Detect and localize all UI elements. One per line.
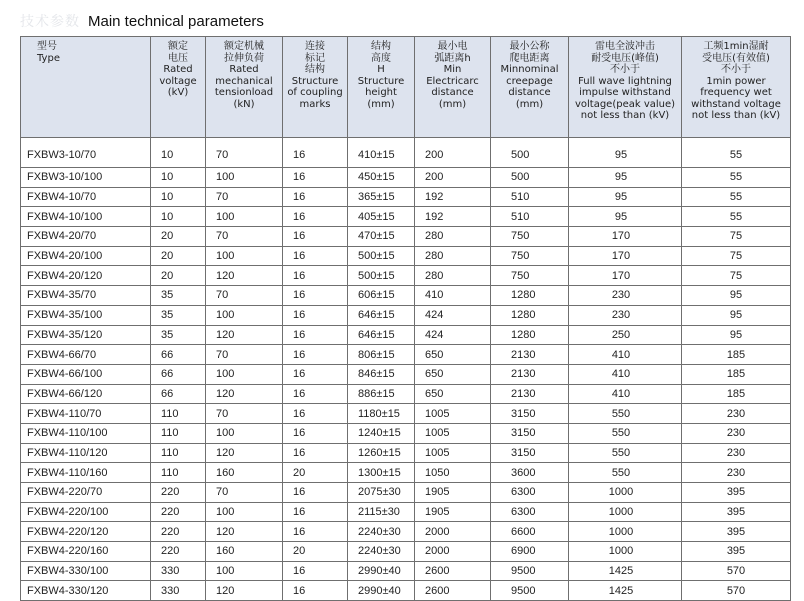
- table-row: [21, 463, 791, 483]
- table-cell-mechanical-load: 100: [206, 246, 283, 266]
- table-cell-power-frequency: 185: [682, 364, 791, 384]
- table-cell-arc-distance: 200: [415, 138, 491, 168]
- table-cell-structure-height: 2075±30: [348, 483, 415, 503]
- table-cell-coupling-structure: 16: [283, 227, 348, 247]
- table-cell-lightning-impulse: 170: [569, 246, 682, 266]
- table-row: [21, 168, 791, 188]
- page-header: [20, 10, 264, 32]
- table-row: [21, 138, 791, 168]
- table-cell-creepage-distance: 3150: [491, 423, 569, 443]
- table-cell-type: FXBW4-35/70: [21, 286, 151, 306]
- table-cell-coupling-structure: 16: [283, 404, 348, 424]
- column-header-zh: 额定 电压: [168, 41, 188, 64]
- table-cell-mechanical-load: 100: [206, 502, 283, 522]
- table-cell-power-frequency: 570: [682, 561, 791, 581]
- table-cell-type: FXBW4-66/70: [21, 345, 151, 365]
- table-cell-arc-distance: 1905: [415, 502, 491, 522]
- table-cell-creepage-distance: 750: [491, 266, 569, 286]
- table-cell-structure-height: 365±15: [348, 187, 415, 207]
- table-cell-structure-height: 2990±40: [348, 561, 415, 581]
- table-cell-lightning-impulse: 550: [569, 404, 682, 424]
- table-cell-mechanical-load: 70: [206, 345, 283, 365]
- table-cell-creepage-distance: 9500: [491, 581, 569, 601]
- table-cell-arc-distance: 2000: [415, 522, 491, 542]
- table-body: [21, 138, 791, 601]
- section-watermark-text: 技术参数: [20, 14, 80, 30]
- table-cell-creepage-distance: 750: [491, 227, 569, 247]
- table-cell-coupling-structure: 16: [283, 345, 348, 365]
- table-cell-arc-distance: 1005: [415, 443, 491, 463]
- table-row: [21, 561, 791, 581]
- table-cell-arc-distance: 192: [415, 187, 491, 207]
- table-cell-structure-height: 806±15: [348, 345, 415, 365]
- table-row: [21, 404, 791, 424]
- table-cell-structure-height: 1260±15: [348, 443, 415, 463]
- table-cell-lightning-impulse: 170: [569, 227, 682, 247]
- table-cell-creepage-distance: 2130: [491, 364, 569, 384]
- table-row: [21, 364, 791, 384]
- table-cell-power-frequency: 75: [682, 227, 791, 247]
- table-cell-type: FXBW4-110/100: [21, 423, 151, 443]
- table-cell-creepage-distance: 2130: [491, 345, 569, 365]
- column-header-en: tensionload: [214, 87, 274, 98]
- table-cell-arc-distance: 1905: [415, 483, 491, 503]
- table-cell-structure-height: 886±15: [348, 384, 415, 404]
- table-cell-creepage-distance: 510: [491, 207, 569, 227]
- table-cell-lightning-impulse: 550: [569, 463, 682, 483]
- table-cell-lightning-impulse: 95: [569, 138, 682, 168]
- table-cell-coupling-structure: 20: [283, 463, 348, 483]
- table-cell-power-frequency: 230: [682, 423, 791, 443]
- column-header-en: Structure: [291, 75, 339, 87]
- table-row: [21, 542, 791, 562]
- table-cell-arc-distance: 2600: [415, 561, 491, 581]
- table-cell-lightning-impulse: 1425: [569, 561, 682, 581]
- table-cell-coupling-structure: 20: [283, 542, 348, 562]
- table-cell-power-frequency: 55: [682, 187, 791, 207]
- table-row: [21, 502, 791, 522]
- table-cell-power-frequency: 395: [682, 542, 791, 562]
- table-cell-arc-distance: 650: [415, 345, 491, 365]
- table-cell-mechanical-load: 120: [206, 325, 283, 345]
- table-cell-structure-height: 646±15: [348, 305, 415, 325]
- column-header-en: Full wave lightning: [578, 75, 672, 87]
- table-cell-lightning-impulse: 410: [569, 345, 682, 365]
- table-cell-structure-height: 2990±40: [348, 581, 415, 601]
- table-cell-rated-voltage: 220: [151, 502, 206, 522]
- column-header-en: (mm): [367, 98, 395, 110]
- table-header-row: [21, 37, 791, 138]
- column-header-en: (kN): [233, 98, 255, 110]
- table-cell-power-frequency: 55: [682, 138, 791, 168]
- table-cell-mechanical-load: 70: [206, 404, 283, 424]
- table-cell-type: FXBW4-110/70: [21, 404, 151, 424]
- column-header-zh: 连接 标记 结构: [305, 41, 325, 75]
- table-cell-structure-height: 1300±15: [348, 463, 415, 483]
- table-cell-type: FXBW3-10/100: [21, 168, 151, 188]
- table-cell-rated-voltage: 330: [151, 581, 206, 601]
- table-cell-rated-voltage: 110: [151, 404, 206, 424]
- table-cell-mechanical-load: 120: [206, 443, 283, 463]
- table-cell-creepage-distance: 3150: [491, 404, 569, 424]
- table-cell-type: FXBW4-220/70: [21, 483, 151, 503]
- table-cell-creepage-distance: 9500: [491, 561, 569, 581]
- table-cell-coupling-structure: 16: [283, 581, 348, 601]
- table-cell-coupling-structure: 16: [283, 364, 348, 384]
- table-row: [21, 384, 791, 404]
- table-cell-type: FXBW4-20/100: [21, 246, 151, 266]
- column-header-en: (mm): [515, 98, 544, 110]
- table-cell-rated-voltage: 35: [151, 286, 206, 306]
- table-cell-coupling-structure: 16: [283, 483, 348, 503]
- table-cell-mechanical-load: 100: [206, 561, 283, 581]
- table-cell-type: FXBW4-110/160: [21, 463, 151, 483]
- table-cell-type: FXBW4-220/120: [21, 522, 151, 542]
- table-cell-rated-voltage: 10: [151, 138, 206, 168]
- column-header-en: Rated: [229, 64, 259, 75]
- table-cell-power-frequency: 55: [682, 207, 791, 227]
- table-cell-rated-voltage: 110: [151, 443, 206, 463]
- table-cell-power-frequency: 570: [682, 581, 791, 601]
- column-header-zh: 工频1min湿耐 受电压(有效值) 不小于: [702, 41, 770, 75]
- table-header: [21, 37, 791, 138]
- table-cell-power-frequency: 95: [682, 286, 791, 306]
- table-cell-coupling-structure: 16: [283, 138, 348, 168]
- table-cell-lightning-impulse: 230: [569, 305, 682, 325]
- page-title: Main technical parameters: [88, 12, 264, 30]
- table-row: [21, 443, 791, 463]
- table-cell-power-frequency: 75: [682, 246, 791, 266]
- table-row: [21, 266, 791, 286]
- column-header-en: mechanical: [215, 75, 273, 87]
- table-cell-arc-distance: 650: [415, 384, 491, 404]
- table-cell-rated-voltage: 35: [151, 325, 206, 345]
- table-cell-rated-voltage: 110: [151, 463, 206, 483]
- table-cell-rated-voltage: 110: [151, 423, 206, 443]
- column-header-en: not less than (kV): [691, 110, 781, 121]
- column-header-en: (mm): [438, 98, 467, 110]
- table-cell-rated-voltage: 10: [151, 207, 206, 227]
- table-cell-rated-voltage: 66: [151, 364, 206, 384]
- column-header-en: height: [365, 87, 397, 98]
- table-cell-power-frequency: 95: [682, 305, 791, 325]
- table-row: [21, 286, 791, 306]
- column-header-en: voltage: [159, 75, 197, 87]
- table-cell-power-frequency: 95: [682, 325, 791, 345]
- table-row: [21, 325, 791, 345]
- table-cell-mechanical-load: 70: [206, 483, 283, 503]
- table-cell-creepage-distance: 3600: [491, 463, 569, 483]
- table-cell-rated-voltage: 10: [151, 168, 206, 188]
- table-cell-coupling-structure: 16: [283, 384, 348, 404]
- table-cell-coupling-structure: 16: [283, 443, 348, 463]
- table-cell-type: FXBW4-330/120: [21, 581, 151, 601]
- column-header-creepage-distance: [491, 37, 569, 138]
- table-cell-coupling-structure: 16: [283, 187, 348, 207]
- table-cell-coupling-structure: 16: [283, 168, 348, 188]
- column-header-lightning-impulse: [569, 37, 682, 138]
- table-cell-type: FXBW4-110/120: [21, 443, 151, 463]
- table-cell-mechanical-load: 160: [206, 542, 283, 562]
- table-cell-type: FXBW4-20/70: [21, 227, 151, 247]
- table-cell-rated-voltage: 20: [151, 266, 206, 286]
- table-cell-lightning-impulse: 1000: [569, 522, 682, 542]
- table-cell-type: FXBW4-66/100: [21, 364, 151, 384]
- table-row: [21, 522, 791, 542]
- table-cell-power-frequency: 185: [682, 345, 791, 365]
- table-cell-coupling-structure: 16: [283, 207, 348, 227]
- column-header-en: frequency wet: [700, 87, 772, 98]
- table-cell-arc-distance: 2600: [415, 581, 491, 601]
- column-header-zh: 型号: [37, 41, 57, 52]
- table-cell-lightning-impulse: 230: [569, 286, 682, 306]
- table-cell-power-frequency: 230: [682, 463, 791, 483]
- table-cell-structure-height: 410±15: [348, 138, 415, 168]
- table-cell-lightning-impulse: 550: [569, 443, 682, 463]
- table-cell-coupling-structure: 16: [283, 502, 348, 522]
- table-cell-rated-voltage: 66: [151, 345, 206, 365]
- column-header-en: distance: [508, 87, 551, 98]
- table-cell-arc-distance: 650: [415, 364, 491, 384]
- table-cell-creepage-distance: 510: [491, 187, 569, 207]
- table-cell-rated-voltage: 35: [151, 305, 206, 325]
- table-row: [21, 423, 791, 443]
- column-header-en: distance: [431, 87, 474, 98]
- table-row: [21, 227, 791, 247]
- table-cell-type: FXBW4-20/120: [21, 266, 151, 286]
- table-row: [21, 207, 791, 227]
- column-header-type: [21, 37, 151, 138]
- column-header-en: Minnominal: [500, 64, 559, 75]
- column-header-en: marks: [299, 98, 331, 110]
- table-cell-creepage-distance: 750: [491, 246, 569, 266]
- table-cell-type: FXBW4-35/120: [21, 325, 151, 345]
- table-cell-lightning-impulse: 95: [569, 187, 682, 207]
- table-cell-creepage-distance: 6600: [491, 522, 569, 542]
- table-cell-mechanical-load: 160: [206, 463, 283, 483]
- column-header-rated-voltage: [151, 37, 206, 138]
- table-cell-structure-height: 500±15: [348, 246, 415, 266]
- table-cell-coupling-structure: 16: [283, 522, 348, 542]
- table-cell-rated-voltage: 10: [151, 187, 206, 207]
- table-cell-power-frequency: 395: [682, 522, 791, 542]
- table-cell-rated-voltage: 20: [151, 246, 206, 266]
- table-cell-arc-distance: 192: [415, 207, 491, 227]
- column-header-en: (kV): [167, 87, 189, 98]
- table-cell-creepage-distance: 6900: [491, 542, 569, 562]
- table-cell-arc-distance: 424: [415, 325, 491, 345]
- table-cell-arc-distance: 280: [415, 246, 491, 266]
- table-cell-arc-distance: 1005: [415, 404, 491, 424]
- table-cell-creepage-distance: 6300: [491, 502, 569, 522]
- table-cell-power-frequency: 230: [682, 404, 791, 424]
- table-cell-coupling-structure: 16: [283, 246, 348, 266]
- column-header-coupling-structure: [283, 37, 348, 138]
- table-cell-structure-height: 846±15: [348, 364, 415, 384]
- table-cell-type: FXBW4-10/70: [21, 187, 151, 207]
- column-header-en: not less than (kV): [580, 110, 670, 121]
- table-cell-type: FXBW4-35/100: [21, 305, 151, 325]
- table-cell-mechanical-load: 120: [206, 384, 283, 404]
- table-row: [21, 345, 791, 365]
- table-cell-lightning-impulse: 1425: [569, 581, 682, 601]
- table-cell-creepage-distance: 500: [491, 138, 569, 168]
- table-cell-structure-height: 646±15: [348, 325, 415, 345]
- table-cell-lightning-impulse: 410: [569, 364, 682, 384]
- table-cell-creepage-distance: 6300: [491, 483, 569, 503]
- table-cell-creepage-distance: 2130: [491, 384, 569, 404]
- table-cell-rated-voltage: 220: [151, 522, 206, 542]
- table-cell-mechanical-load: 100: [206, 423, 283, 443]
- table-cell-mechanical-load: 70: [206, 187, 283, 207]
- table-row: [21, 483, 791, 503]
- table-cell-mechanical-load: 100: [206, 168, 283, 188]
- table-cell-structure-height: 450±15: [348, 168, 415, 188]
- table-cell-lightning-impulse: 550: [569, 423, 682, 443]
- table-cell-arc-distance: 424: [415, 305, 491, 325]
- table-row: [21, 187, 791, 207]
- column-header-zh: 最小电 弧距离h Min: [434, 41, 471, 75]
- column-header-en: Rated: [163, 64, 193, 75]
- table-cell-rated-voltage: 330: [151, 561, 206, 581]
- table-cell-structure-height: 405±15: [348, 207, 415, 227]
- table-cell-rated-voltage: 20: [151, 227, 206, 247]
- table-cell-lightning-impulse: 1000: [569, 542, 682, 562]
- table-cell-mechanical-load: 70: [206, 286, 283, 306]
- table-cell-creepage-distance: 1280: [491, 305, 569, 325]
- table-cell-mechanical-load: 120: [206, 522, 283, 542]
- table-cell-power-frequency: 55: [682, 168, 791, 188]
- table-cell-lightning-impulse: 1000: [569, 483, 682, 503]
- column-header-en: withstand voltage: [691, 98, 781, 110]
- table-cell-creepage-distance: 1280: [491, 325, 569, 345]
- column-header-zh: 最小公称 爬电距离: [509, 41, 550, 64]
- column-header-mechanical-load: [206, 37, 283, 138]
- table-cell-lightning-impulse: 410: [569, 384, 682, 404]
- table-cell-structure-height: 470±15: [348, 227, 415, 247]
- table-cell-arc-distance: 2000: [415, 542, 491, 562]
- table-cell-structure-height: 500±15: [348, 266, 415, 286]
- table-row: [21, 305, 791, 325]
- table-cell-mechanical-load: 120: [206, 581, 283, 601]
- table-row: [21, 246, 791, 266]
- table-cell-coupling-structure: 16: [283, 266, 348, 286]
- column-header-en: of coupling: [287, 87, 343, 98]
- table-cell-structure-height: 2115±30: [348, 502, 415, 522]
- table-cell-creepage-distance: 500: [491, 168, 569, 188]
- table-cell-rated-voltage: 66: [151, 384, 206, 404]
- column-header-en: creepage: [506, 75, 553, 87]
- table-cell-arc-distance: 1050: [415, 463, 491, 483]
- table-cell-structure-height: 1240±15: [348, 423, 415, 443]
- column-header-structure-height: [348, 37, 415, 138]
- table-cell-creepage-distance: 1280: [491, 286, 569, 306]
- table-cell-power-frequency: 395: [682, 483, 791, 503]
- column-header-en: impulse withstand: [579, 87, 671, 98]
- column-header-zh: 雷电全波冲击 耐受电压(峰值) 不小于: [591, 41, 659, 75]
- table-cell-mechanical-load: 120: [206, 266, 283, 286]
- table-cell-arc-distance: 410: [415, 286, 491, 306]
- table-row: [21, 581, 791, 601]
- table-cell-structure-height: 606±15: [348, 286, 415, 306]
- table-cell-power-frequency: 185: [682, 384, 791, 404]
- table-cell-mechanical-load: 70: [206, 227, 283, 247]
- table-cell-type: FXBW4-66/120: [21, 384, 151, 404]
- table-cell-structure-height: 1180±15: [348, 404, 415, 424]
- column-header-en: Structure: [357, 75, 405, 87]
- table-cell-structure-height: 2240±30: [348, 542, 415, 562]
- column-header-en: Electricarc: [426, 75, 479, 87]
- column-header-arc-distance: [415, 37, 491, 138]
- table-cell-lightning-impulse: 1000: [569, 502, 682, 522]
- table-cell-mechanical-load: 100: [206, 364, 283, 384]
- table-cell-lightning-impulse: 95: [569, 168, 682, 188]
- table-cell-coupling-structure: 16: [283, 325, 348, 345]
- table-cell-type: FXBW4-10/100: [21, 207, 151, 227]
- table-cell-rated-voltage: 220: [151, 542, 206, 562]
- table-cell-coupling-structure: 16: [283, 286, 348, 306]
- table-cell-arc-distance: 200: [415, 168, 491, 188]
- column-header-en: Type: [37, 52, 60, 64]
- column-header-zh: 结构 高度 H: [371, 41, 391, 75]
- column-header-zh: 额定机械 拉伸负荷: [224, 41, 264, 64]
- column-header-en: voltage(peak value): [574, 98, 676, 110]
- table-cell-mechanical-load: 100: [206, 305, 283, 325]
- table-cell-mechanical-load: 70: [206, 138, 283, 168]
- table-cell-rated-voltage: 220: [151, 483, 206, 503]
- table-cell-arc-distance: 280: [415, 266, 491, 286]
- technical-parameters-table: [20, 36, 791, 601]
- column-header-power-frequency: [682, 37, 791, 138]
- table-cell-arc-distance: 280: [415, 227, 491, 247]
- table-cell-coupling-structure: 16: [283, 423, 348, 443]
- table-cell-coupling-structure: 16: [283, 561, 348, 581]
- table-cell-power-frequency: 395: [682, 502, 791, 522]
- table-cell-mechanical-load: 100: [206, 207, 283, 227]
- table-cell-coupling-structure: 16: [283, 305, 348, 325]
- table-cell-type: FXBW4-220/100: [21, 502, 151, 522]
- table-cell-arc-distance: 1005: [415, 423, 491, 443]
- table-cell-structure-height: 2240±30: [348, 522, 415, 542]
- table-cell-type: FXBW4-220/160: [21, 542, 151, 562]
- table-cell-lightning-impulse: 250: [569, 325, 682, 345]
- column-header-en: 1min power: [706, 75, 766, 87]
- table-cell-type: FXBW4-330/100: [21, 561, 151, 581]
- table-cell-creepage-distance: 3150: [491, 443, 569, 463]
- table-cell-power-frequency: 75: [682, 266, 791, 286]
- table-cell-power-frequency: 230: [682, 443, 791, 463]
- table-cell-lightning-impulse: 170: [569, 266, 682, 286]
- table-cell-lightning-impulse: 95: [569, 207, 682, 227]
- table-cell-type: FXBW3-10/70: [21, 138, 151, 168]
